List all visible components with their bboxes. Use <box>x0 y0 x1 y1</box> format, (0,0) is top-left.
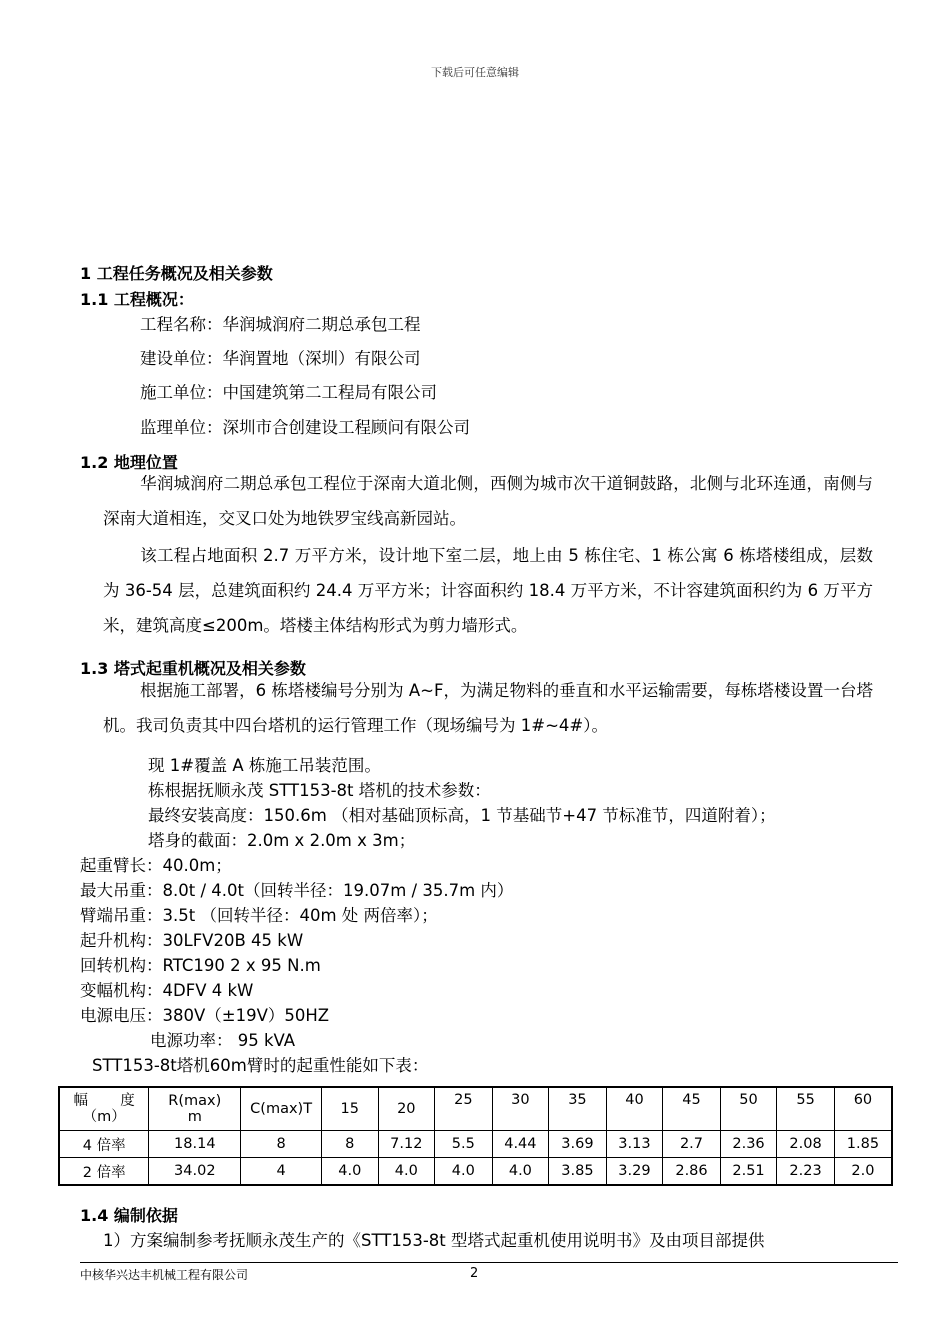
row-cmax: 4 <box>241 1158 322 1186</box>
owner-unit: 建设单位：华润置地（深圳）有限公司 <box>140 349 421 368</box>
header-radius-25: 25 <box>435 1087 493 1131</box>
supply-voltage: 电源电压：380V（±19V）50HZ <box>80 1006 330 1025</box>
install-height: 最终安装高度：150.6m （相对基础顶标高，1 节基础节+47 节标准节，四道附着）； <box>148 806 776 825</box>
header-radius-50: 50 <box>720 1087 777 1131</box>
header-radius-20: 20 <box>378 1087 435 1131</box>
header-radius-label <box>59 1087 149 1131</box>
row-label: 2 倍率 <box>59 1158 149 1186</box>
load-cell: 4.0 <box>322 1158 379 1186</box>
header-radius-45: 45 <box>663 1087 721 1131</box>
load-cell: 2.08 <box>777 1131 835 1158</box>
supervision-unit: 监理单位：深圳市合创建设工程顾问有限公司 <box>140 418 470 437</box>
header-radius-60: 60 <box>834 1087 892 1131</box>
footer-rule <box>80 1262 898 1263</box>
load-cell: 5.5 <box>435 1131 493 1158</box>
load-cell: 2.36 <box>720 1131 777 1158</box>
header-cmax: C(max)T <box>241 1087 322 1131</box>
section-1-2-title: 1.2 地理位置 <box>80 453 178 472</box>
load-cell: 7.12 <box>378 1131 435 1158</box>
header-rmax-unit: m <box>187 1109 202 1125</box>
lifting-performance-table <box>58 1086 893 1186</box>
load-cell: 4.0 <box>435 1158 493 1186</box>
header-radius-label-unit: （m） <box>82 1109 126 1125</box>
tower-section: 塔身的截面：2.0m x 2.0m x 3m； <box>148 831 416 850</box>
header-rmax <box>149 1087 241 1131</box>
slewing-mechanism: 回转机构：RTC190 2 x 95 N.m <box>80 956 321 975</box>
section-1-1-title: 1.1 工程概况： <box>80 290 194 309</box>
crane-params-intro: 栋根据抚顺永茂 STT153-8t 塔机的技术参数： <box>148 781 491 800</box>
crane-coverage: 现 1#覆盖 A 栋施工吊装范围。 <box>148 756 381 775</box>
header-note: 下载后可任意编辑 <box>431 66 519 79</box>
crane-arrangement-paragraph: 根据施工部署，6 栋塔楼编号分别为 A~F，为满足物料的垂直和水平运输需要，每栋塔楼设置一台塔机。我司负责其中四台塔机的运行管理工作（现场编号为 1#~4#）。 <box>103 681 873 735</box>
table-row <box>59 1131 892 1158</box>
table-caption: STT153-8t塔机60m臂时的起重性能如下表： <box>92 1056 429 1075</box>
load-cell: 3.69 <box>549 1131 607 1158</box>
header-radius-label-top: 幅 度 <box>73 1093 135 1109</box>
load-cell: 2.23 <box>777 1158 835 1186</box>
load-cell: 4.0 <box>492 1158 549 1186</box>
basis-line-1: 1）方案编制参考抚顺永茂生产的《STT153-8t 型塔式起重机使用说明书》及由项目部提供 <box>103 1231 765 1250</box>
table-row <box>59 1158 892 1186</box>
location-paragraph: 华润城润府二期总承包工程位于深南大道北侧，西侧为城市次干道铜鼓路，北侧与北环连通，南侧与深南大道相连，交叉口处为地铁罗宝线高新园站。 <box>103 474 873 528</box>
load-cell: 3.13 <box>606 1131 663 1158</box>
load-cell: 2.86 <box>663 1158 721 1186</box>
header-rmax-top: R(max) <box>168 1093 222 1109</box>
table-header-row <box>59 1087 892 1131</box>
jib-length: 起重臂长：40.0m； <box>80 856 232 875</box>
row-rmax: 34.02 <box>149 1158 241 1186</box>
row-cmax: 8 <box>241 1131 322 1158</box>
supply-power: 电源功率： 95 kVA <box>150 1031 296 1050</box>
tip-load: 臂端吊重：3.5t （回转半径：40m 处 两倍率）； <box>80 906 438 925</box>
footer-company: 中核华兴达丰机械工程有限公司 <box>80 1268 249 1282</box>
load-cell: 2.0 <box>834 1158 892 1186</box>
project-name: 工程名称：华润城润府二期总承包工程 <box>140 315 421 334</box>
header-radius-40: 40 <box>606 1087 663 1131</box>
load-cell: 2.51 <box>720 1158 777 1186</box>
load-cell: 4.0 <box>378 1158 435 1186</box>
header-radius-35: 35 <box>549 1087 607 1131</box>
section-1-3-title: 1.3 塔式起重机概况及相关参数 <box>80 659 306 678</box>
section-1-title: 1 工程任务概况及相关参数 <box>80 264 273 283</box>
header-radius-55: 55 <box>777 1087 835 1131</box>
trolley-mechanism: 变幅机构：4DFV 4 kW <box>80 981 254 1000</box>
load-cell: 4.44 <box>492 1131 549 1158</box>
load-cell: 8 <box>322 1131 379 1158</box>
construction-unit: 施工单位：中国建筑第二工程局有限公司 <box>140 383 437 402</box>
hoist-mechanism: 起升机构：30LFV20B 45 kW <box>80 931 304 950</box>
load-cell: 1.85 <box>834 1131 892 1158</box>
max-load: 最大吊重：8.0t / 4.0t（回转半径：19.07m / 35.7m 内） <box>80 881 514 900</box>
header-radius-15: 15 <box>322 1087 379 1131</box>
section-1-4-title: 1.4 编制依据 <box>80 1206 178 1225</box>
load-cell: 2.7 <box>663 1131 721 1158</box>
header-radius-30: 30 <box>492 1087 549 1131</box>
footer-page-number: 2 <box>470 1266 479 1281</box>
scale-paragraph: 该工程占地面积 2.7 万平方米，设计地下室二层，地上由 5 栋住宅、1 栋公寓 6 栋塔楼组成，层数为 36-54 层，总建筑面积约 24.4 万平方米；计容面积约 18.4 万平方米，不计容建筑面积约为 6 万平方米，建筑高度≤200m。塔楼主体结构形式为剪力墙形式。 <box>103 546 873 635</box>
row-label: 4 倍率 <box>59 1131 149 1158</box>
load-cell: 3.85 <box>549 1158 607 1186</box>
load-cell: 3.29 <box>606 1158 663 1186</box>
row-rmax: 18.14 <box>149 1131 241 1158</box>
